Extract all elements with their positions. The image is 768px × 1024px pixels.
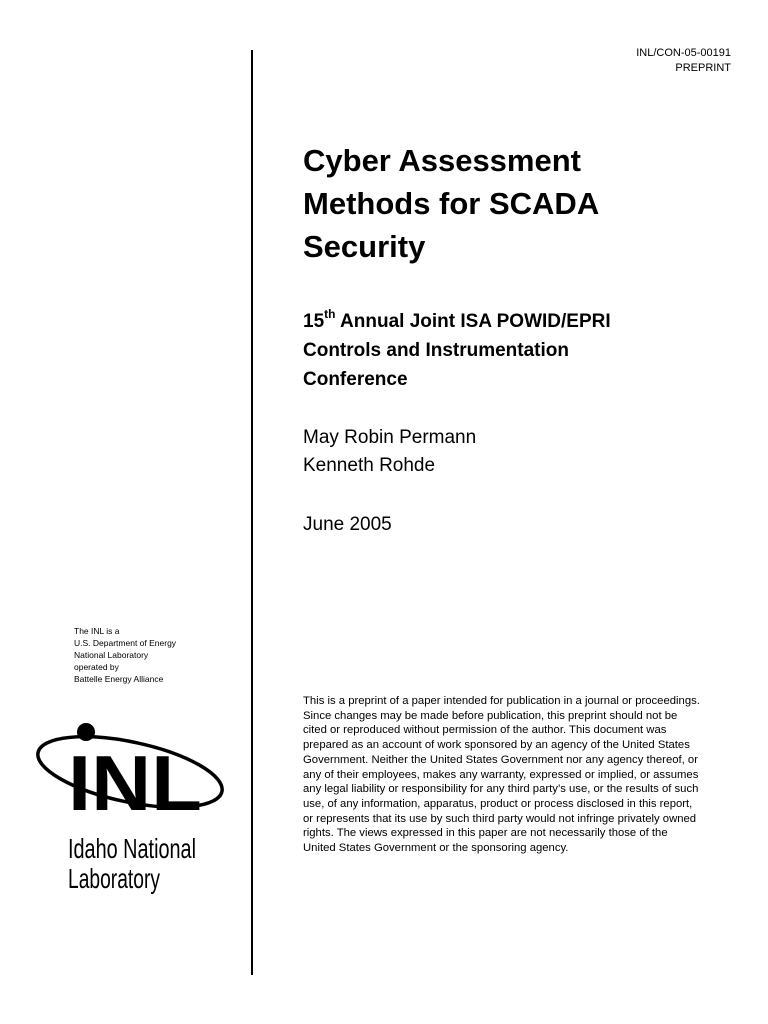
inl-logo-mark: INL [68,739,202,827]
preprint-disclaimer: This is a preprint of a paper intended for publication in a journal or proceedings. Since changes may be made before publication, this preprint should not be cited or reproduced without permission of the author. This document was prepared as an account of work sponsored by an agency of the United States Government. Neither the United States Government nor any agency thereof, or any of their employees, makes any warranty, expressed or implied, or assumes any legal liability or responsibility for any third party’s use, or the results of such use, of any information, apparatus, product or process disclosed in this report, or represents that its use by such third party would not infringe privately owned rights. The views expressed in this paper are not necessarily those of the United States Government or the sponsoring agency. [303,695,700,855]
conference-name [303,307,723,394]
document-type: PREPRINT [675,62,731,74]
inl-description-line: U.S. Department of Energy [74,638,177,648]
conference-ordinal: 15 [303,311,325,332]
vertical-divider [251,50,253,975]
paper-title-line-2: Methods for SCADA [303,186,600,221]
conference-line-1-text: Annual Joint ISA POWID/EPRI [335,311,611,332]
paper-title-line-1: Cyber Assessment [303,143,581,178]
author-list [303,424,476,480]
publication-date: June 2005 [303,514,392,535]
inl-description-line: The INL is a [74,626,120,636]
conference-line-2: Controls and Instrumentation [303,340,569,361]
conference-line-3: Conference [303,369,408,390]
inl-logo-name-line-2: Laboratory [68,863,160,894]
document-number: INL/CON-05-00191 [636,47,731,59]
paper-title-line-3: Security [303,229,426,264]
inl-description-line: National Laboratory [74,650,149,660]
inl-description-line: operated by [74,662,119,672]
inl-logo-name-line-1: Idaho National [68,833,196,864]
author-name: Kenneth Rohde [303,455,436,476]
author-name: May Robin Permann [303,427,477,448]
inl-description [74,625,176,685]
conference-ordinal-suffix: th [324,306,336,321]
document-identifier [636,46,731,76]
paper-title [303,139,723,268]
inl-logo [30,710,230,900]
inl-description-line: Battelle Energy Alliance [74,674,164,684]
conference-line-1 [303,307,723,336]
